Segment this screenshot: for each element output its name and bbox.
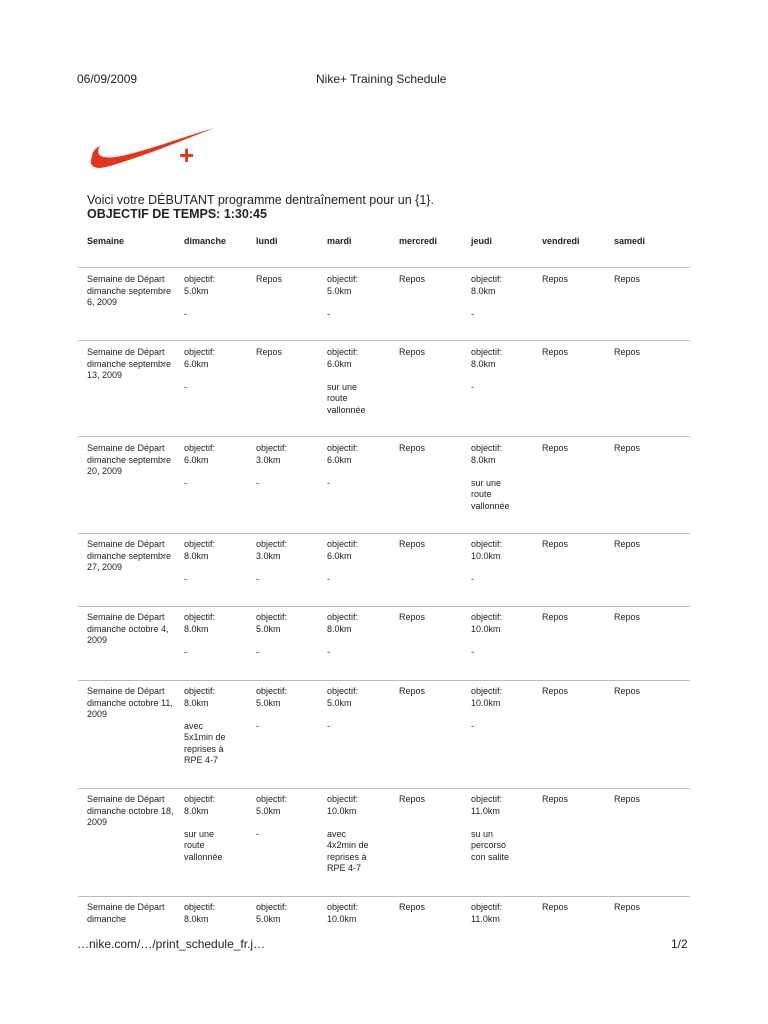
day-cell-fri <box>542 794 602 806</box>
cell-line: Repos <box>542 686 569 696</box>
day-cell-wed <box>399 794 459 806</box>
cell-line: objectif: <box>327 443 359 453</box>
row-divider <box>78 267 690 268</box>
cell-line: 10.0km <box>471 697 501 708</box>
cell-line: - <box>184 308 187 319</box>
cell-line <box>184 297 244 309</box>
cell-line <box>184 370 244 382</box>
day-cell-sun <box>184 274 244 320</box>
cell-line: 6.0km <box>327 454 352 465</box>
cell-line <box>327 817 387 829</box>
col-header-monday: lundi <box>256 236 278 246</box>
cell-line: Repos <box>614 902 641 912</box>
row-divider <box>78 436 690 437</box>
row-divider <box>78 340 690 341</box>
footer-url: …nike.com/…/print_schedule_fr.j… <box>77 937 266 951</box>
day-cell-mon <box>256 443 316 489</box>
cell-line: sur une <box>327 381 358 392</box>
day-cell-wed <box>399 347 459 359</box>
cell-line: percorso <box>471 840 507 850</box>
day-cell-sun <box>184 902 244 925</box>
day-cell-thu <box>471 443 531 512</box>
day-cell-sat <box>614 443 674 455</box>
cell-line: 8.0km <box>184 805 209 816</box>
cell-line <box>184 466 244 478</box>
cell-line: Repos <box>614 539 641 549</box>
week-start-cell: Semaine de Départ dimanche septembre 27, 2009 <box>87 539 172 572</box>
cell-line: avec <box>184 720 204 731</box>
cell-line: Repos <box>399 443 426 453</box>
cell-line: - <box>471 573 474 584</box>
cell-line: - <box>184 573 187 584</box>
day-cell-thu <box>471 612 531 658</box>
cell-line: objectif: <box>256 612 288 622</box>
cell-line <box>471 297 531 309</box>
cell-line: 8.0km <box>184 550 209 561</box>
cell-line: - <box>256 573 259 584</box>
nike-plus-logo <box>88 124 218 174</box>
cell-line <box>184 562 244 574</box>
cell-line <box>327 635 387 647</box>
day-cell-thu <box>471 347 531 393</box>
cell-line <box>327 709 387 721</box>
col-header-tuesday: mardi <box>327 236 352 246</box>
cell-line: su un <box>471 828 494 839</box>
cell-line: 8.0km <box>184 913 209 924</box>
cell-line: 5x1min de <box>184 732 226 742</box>
cell-line: 6.0km <box>327 550 352 561</box>
cell-line: objectif: <box>471 902 503 912</box>
day-cell-fri <box>542 612 602 624</box>
day-cell-fri <box>542 347 602 359</box>
cell-line <box>256 562 316 574</box>
cell-line: 5.0km <box>256 805 281 816</box>
cell-line: Repos <box>542 274 569 284</box>
cell-line: objectif: <box>327 686 359 696</box>
cell-line <box>256 635 316 647</box>
program-title: Voici votre DÉBUTANT programme dentraînement pour un {1}. <box>87 193 434 207</box>
cell-line: route <box>184 840 205 850</box>
day-cell-mon <box>256 274 316 286</box>
day-cell-sun <box>184 612 244 658</box>
cell-line: sur une <box>184 828 215 839</box>
day-cell-sat <box>614 794 674 806</box>
cell-line: Repos <box>614 443 641 453</box>
col-header-thursday: jeudi <box>471 236 493 246</box>
day-cell-fri <box>542 902 602 914</box>
cell-line: objectif: <box>184 612 216 622</box>
cell-line: Repos <box>256 274 283 284</box>
cell-line: 3.0km <box>256 550 281 561</box>
cell-line: objectif: <box>471 274 503 284</box>
cell-line: 8.0km <box>327 623 352 634</box>
day-cell-thu <box>471 686 531 732</box>
col-header-wednesday: mercredi <box>399 236 438 246</box>
week-start-cell: Semaine de Départ dimanche septembre 20, 2009 <box>87 443 172 476</box>
cell-line: objectif: <box>184 443 216 453</box>
cell-line: Repos <box>614 347 641 357</box>
cell-line: Repos <box>614 274 641 284</box>
cell-line: RPE 4-7 <box>327 863 362 873</box>
week-start-cell: Semaine de Départ dimanche <box>87 902 165 924</box>
cell-line: Repos <box>542 902 569 912</box>
cell-line: - <box>184 381 187 392</box>
day-cell-mon <box>256 686 316 732</box>
row-divider <box>78 896 690 897</box>
day-cell-tue <box>327 794 387 875</box>
cell-line: sur une <box>471 477 502 488</box>
cell-line: Repos <box>542 443 569 453</box>
cell-line: 8.0km <box>471 454 496 465</box>
week-start-cell: Semaine de Départ dimanche octobre 4, 2009 <box>87 612 169 645</box>
cell-line: 5.0km <box>327 285 352 296</box>
cell-line: Repos <box>614 794 641 804</box>
cell-line: 8.0km <box>184 623 209 634</box>
cell-line: objectif: <box>471 612 503 622</box>
col-header-sunday: dimanche <box>184 236 227 246</box>
cell-line: vallonnée <box>184 851 223 862</box>
cell-line <box>184 635 244 647</box>
row-divider <box>78 606 690 607</box>
cell-line: Repos <box>399 612 426 622</box>
day-cell-wed <box>399 274 459 286</box>
print-header-title: Nike+ Training Schedule <box>316 72 447 86</box>
week-start-cell: Semaine de Départ dimanche septembre 6, 2009 <box>87 274 172 307</box>
row-divider <box>78 533 690 534</box>
cell-line: 8.0km <box>184 697 209 708</box>
day-cell-fri <box>542 443 602 455</box>
cell-line: RPE 4-7 <box>184 755 219 765</box>
cell-line <box>327 370 387 382</box>
cell-line: 10.0km <box>471 623 501 634</box>
cell-line: 8.0km <box>471 358 496 369</box>
day-cell-sat <box>614 612 674 624</box>
day-cell-thu <box>471 794 531 863</box>
day-cell-sat <box>614 347 674 359</box>
cell-line: objectif: <box>184 794 216 804</box>
cell-line: 5.0km <box>256 697 281 708</box>
day-cell-sun <box>184 347 244 393</box>
day-cell-tue <box>327 902 387 925</box>
row-divider <box>78 680 690 681</box>
cell-line: 11.0km <box>471 805 500 816</box>
cell-line: route <box>327 393 348 403</box>
day-cell-fri <box>542 539 602 551</box>
cell-line: 6.0km <box>184 358 209 369</box>
cell-line: - <box>327 573 330 584</box>
cell-line <box>471 817 531 829</box>
cell-line: - <box>471 308 474 319</box>
objective-time: OBJECTIF DE TEMPS: 1:30:45 <box>87 207 267 221</box>
col-header-saturday: samedi <box>614 236 646 246</box>
col-header-week: Semaine <box>87 236 125 246</box>
day-cell-tue <box>327 274 387 320</box>
day-cell-thu <box>471 274 531 320</box>
cell-line: objectif: <box>327 902 359 912</box>
week-start-cell: Semaine de Départ dimanche octobre 11, 2009 <box>87 686 173 719</box>
cell-line: objectif: <box>256 539 288 549</box>
day-cell-thu <box>471 902 531 925</box>
cell-line <box>471 562 531 574</box>
day-cell-tue <box>327 686 387 732</box>
cell-line: avec <box>327 828 347 839</box>
week-start-cell: Semaine de Départ dimanche octobre 18, 2009 <box>87 794 174 827</box>
day-cell-mon <box>256 902 316 925</box>
col-header-friday: vendredi <box>542 236 580 246</box>
day-cell-sat <box>614 274 674 286</box>
cell-line <box>256 709 316 721</box>
day-cell-fri <box>542 686 602 698</box>
cell-line: vallonnée <box>471 500 510 511</box>
day-cell-wed <box>399 612 459 624</box>
cell-line <box>471 466 531 478</box>
cell-line: - <box>327 646 330 657</box>
cell-line: - <box>184 477 187 488</box>
cell-line <box>471 370 531 382</box>
nike-swoosh-icon <box>91 128 214 168</box>
day-cell-tue <box>327 347 387 416</box>
cell-line: objectif: <box>327 794 359 804</box>
cell-line: reprises à <box>184 743 224 754</box>
day-cell-tue <box>327 539 387 585</box>
cell-line: vallonnée <box>327 404 366 415</box>
cell-line: objectif: <box>184 686 216 696</box>
cell-line: 8.0km <box>471 285 496 296</box>
cell-line: - <box>471 381 474 392</box>
cell-line: 10.0km <box>471 550 501 561</box>
cell-line: reprises à <box>327 851 367 862</box>
cell-line: objectif: <box>327 539 359 549</box>
cell-line <box>327 297 387 309</box>
day-cell-tue <box>327 612 387 658</box>
cell-line: objectif: <box>256 794 288 804</box>
cell-line <box>327 562 387 574</box>
cell-line: Repos <box>614 686 641 696</box>
day-cell-mon <box>256 539 316 585</box>
cell-line: objectif: <box>256 443 288 453</box>
cell-line: 10.0km <box>327 913 357 924</box>
cell-line: Repos <box>256 347 283 357</box>
row-divider <box>78 788 690 789</box>
day-cell-sat <box>614 902 674 914</box>
cell-line: 3.0km <box>256 454 281 465</box>
plus-icon: + <box>179 140 195 170</box>
cell-line: 4x2min de <box>327 840 369 850</box>
cell-line: 5.0km <box>256 913 281 924</box>
day-cell-wed <box>399 902 459 914</box>
cell-line: Repos <box>542 347 569 357</box>
cell-line <box>256 466 316 478</box>
cell-line: objectif: <box>471 539 503 549</box>
day-cell-mon <box>256 612 316 658</box>
cell-line: 6.0km <box>327 358 352 369</box>
day-cell-sat <box>614 686 674 698</box>
cell-line: - <box>256 477 259 488</box>
cell-line <box>471 709 531 721</box>
cell-line: objectif: <box>256 686 288 696</box>
cell-line: - <box>327 720 330 731</box>
cell-line <box>256 817 316 829</box>
day-cell-sun <box>184 443 244 489</box>
cell-line: Repos <box>399 686 426 696</box>
cell-line: objectif: <box>184 902 216 912</box>
cell-line: 6.0km <box>184 454 209 465</box>
cell-line <box>184 817 244 829</box>
day-cell-wed <box>399 443 459 455</box>
cell-line <box>184 709 244 721</box>
cell-line: Repos <box>399 347 426 357</box>
cell-line: con salite <box>471 851 510 862</box>
cell-line: objectif: <box>471 443 503 453</box>
cell-line: - <box>256 720 259 731</box>
day-cell-thu <box>471 539 531 585</box>
cell-line: - <box>256 828 259 839</box>
day-cell-wed <box>399 539 459 551</box>
day-cell-fri <box>542 274 602 286</box>
cell-line <box>327 466 387 478</box>
day-cell-sat <box>614 539 674 551</box>
day-cell-tue <box>327 443 387 489</box>
cell-line: Repos <box>399 539 426 549</box>
day-cell-sun <box>184 539 244 585</box>
cell-line: objectif: <box>184 347 216 357</box>
cell-line: objectif: <box>471 686 503 696</box>
cell-line: - <box>471 720 474 731</box>
cell-line: objectif: <box>471 794 503 804</box>
cell-line: 5.0km <box>184 285 209 296</box>
footer-page-number: 1/2 <box>671 937 688 951</box>
cell-line: 10.0km <box>327 805 357 816</box>
cell-line: - <box>327 308 330 319</box>
day-cell-sun <box>184 794 244 863</box>
cell-line: - <box>327 477 330 488</box>
day-cell-wed <box>399 686 459 698</box>
cell-line: Repos <box>542 539 569 549</box>
cell-line: 5.0km <box>256 623 281 634</box>
cell-line: objectif: <box>184 539 216 549</box>
cell-line: objectif: <box>184 274 216 284</box>
cell-line: route <box>471 489 492 499</box>
day-cell-mon <box>256 794 316 840</box>
cell-line: - <box>256 646 259 657</box>
cell-line: objectif: <box>327 612 359 622</box>
cell-line: objectif: <box>256 902 288 912</box>
cell-line: 5.0km <box>327 697 352 708</box>
cell-line: Repos <box>399 794 426 804</box>
cell-line: objectif: <box>471 347 503 357</box>
week-start-cell: Semaine de Départ dimanche septembre 13, 2009 <box>87 347 172 380</box>
cell-line: Repos <box>614 612 641 622</box>
cell-line: Repos <box>542 794 569 804</box>
cell-line: Repos <box>399 274 426 284</box>
cell-line: Repos <box>399 902 426 912</box>
cell-line: - <box>184 646 187 657</box>
print-header-date: 06/09/2009 <box>77 72 138 86</box>
cell-line: objectif: <box>327 347 359 357</box>
cell-line: Repos <box>542 612 569 622</box>
day-cell-sun <box>184 686 244 767</box>
cell-line: 11.0km <box>471 913 500 924</box>
day-cell-mon <box>256 347 316 359</box>
program-heading <box>87 193 434 221</box>
cell-line: objectif: <box>327 274 359 284</box>
cell-line <box>471 635 531 647</box>
cell-line: - <box>471 646 474 657</box>
